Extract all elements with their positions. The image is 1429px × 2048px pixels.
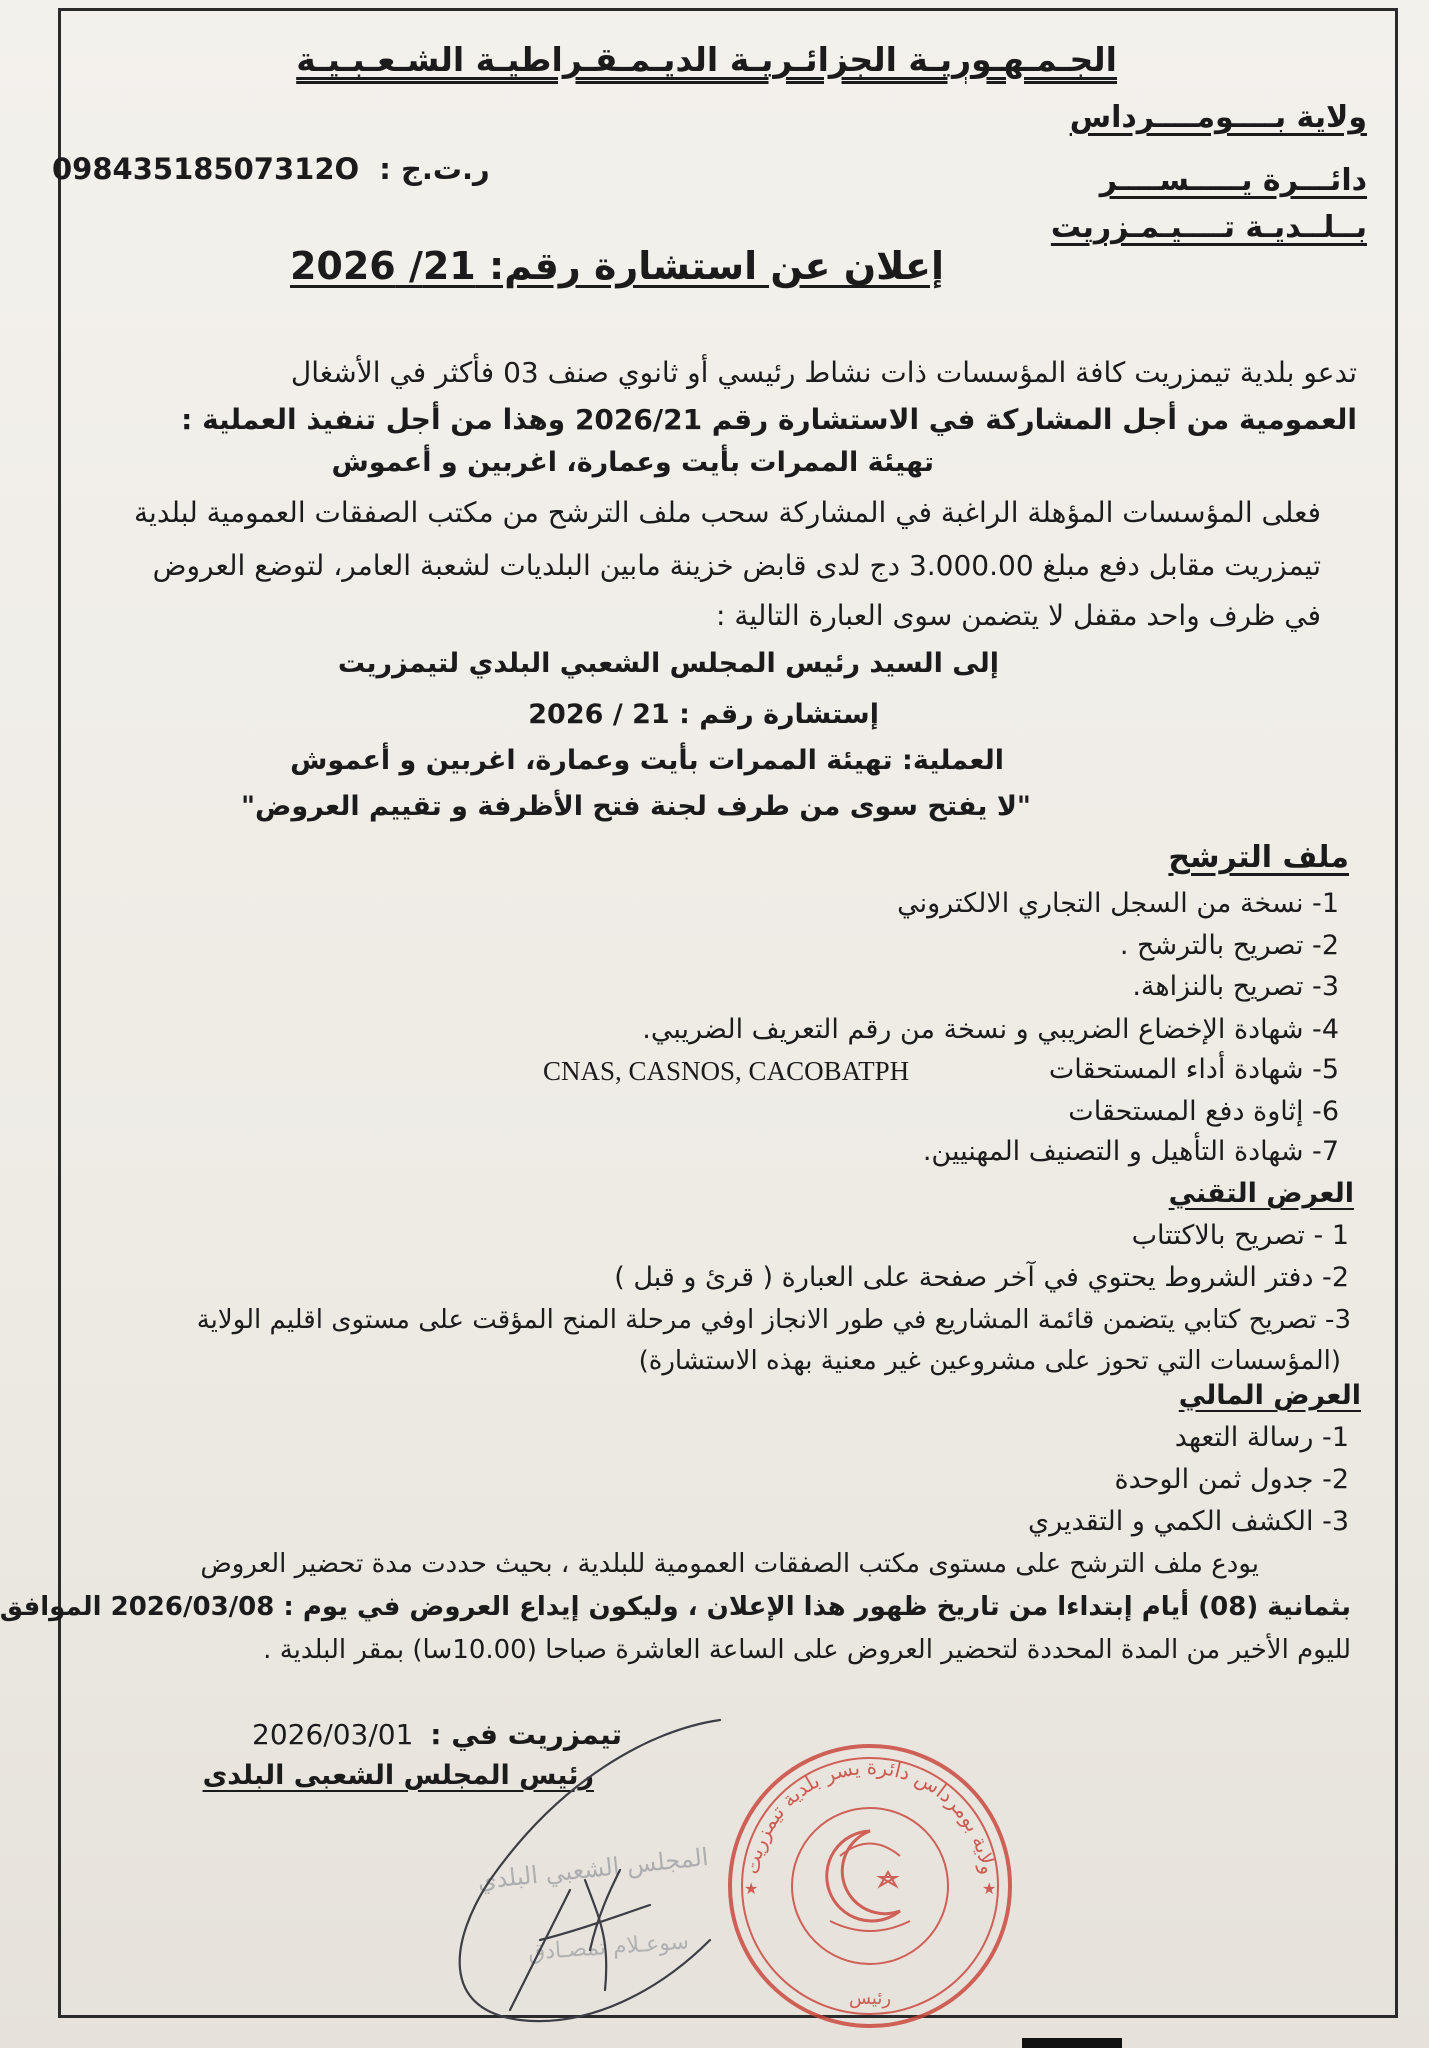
signature-date: 2026/03/01 (252, 1718, 414, 1751)
bottom-edge-bar (1022, 2038, 1122, 2048)
tax-id-label: ر.ت.ج : (379, 152, 490, 186)
candidacy-item-4: 4- شهادة الإخضاع الضريبي و نسخة من رقم التعريف الضريبي. (642, 1014, 1339, 1045)
commune-label: بــلــديـة تــــيـمـزريت (1050, 210, 1367, 245)
tax-id-value: 09843518507312O (52, 152, 360, 186)
republic-header: الجـمـهـوريـة الجزائـريـة الديـمـقـراطيـة الشـعـبـيـة (296, 40, 1117, 79)
intro-line-1 (97, 356, 1357, 389)
intro-line-1-text: تدعو بلدية تيمزريت كافة المؤسسات ذات نشاط رئيسي أو ثانوي صنف 03 فأكثر في الأشغال (290, 356, 1357, 389)
technical-item-3-note: (المؤسسات التي تحوز على مشروعين غير معنية بهذه الاستشارة) (638, 1346, 1341, 1376)
envelope-operation: العملية: تهيئة الممرات بأيت وعمارة، اغربين و أعموش (290, 745, 1004, 776)
candidacy-item-5-orgs: CNAS, CASNOS, CACOBATPH (543, 1056, 910, 1086)
withdrawal-line-3: في ظرف واحد مقفل لا يتضمن سوى العبارة التالية : (716, 599, 1321, 632)
wilaya-label: ولاية بــــومــــرداس (1069, 100, 1367, 135)
candidacy-item-2: 2- تصريح بالترشح . (1119, 930, 1339, 961)
stamp-star-right: ★ (982, 1879, 997, 1898)
tax-id (52, 152, 490, 186)
stamp-star-left: ★ (744, 1879, 759, 1898)
svg-text:ولاية بومرداس دائرة يسر بلدية (739, 1755, 1000, 1876)
technical-item-2: 2- دفتر الشروط يحتوي في آخر صفحة على العبارة ( قرئ و قبل ) (614, 1262, 1349, 1293)
technical-item-3: 3- تصريح كتابي يتضمن قائمة المشاريع في طور الانجاز اوفي مرحلة المنح المؤقت على مستوى اقليم الولاية (196, 1305, 1351, 1335)
signature-place-label: تيمزريت في : (430, 1718, 623, 1751)
official-stamp (720, 1736, 1020, 2036)
envelope-addressee: إلى السيد رئيس المجلس الشعبي البلدي لتيمزريت (337, 648, 999, 679)
deposit-line-2: بثمانية (08) أيام إبتداءا من تاريخ ظهور هذا الإعلان ، وليكون إيداع العروض في يوم : 2026/03/08 الموافق (0, 1592, 1351, 1622)
faded-seal-line-1: المجلس الشعبي البلدي (476, 1842, 710, 1896)
financial-item-2: 2- جدول ثمن الوحدة (1114, 1464, 1349, 1495)
candidacy-item-3: 3- تصريح بالنزاهة. (1132, 971, 1339, 1002)
withdrawal-line-2: تيمزريت مقابل دفع مبلغ 3.000.00 دج لدى قابض خزينة مابين البلديات لشعبة العامر، لتوضع العروض (152, 549, 1321, 582)
financial-item-1: 1- رسالة التعهد (1174, 1422, 1349, 1453)
deposit-line-3: لليوم الأخير من المدة المحددة لتحضير العروض على الساعة العاشرة صباحا (10.00سا) بمقر البلدية . (263, 1635, 1351, 1665)
stamp-bottom-text: رئيس (848, 1988, 892, 2009)
signature-title: رئيس المجلس الشعبى البلدى (202, 1760, 594, 1791)
handwritten-signature (410, 1690, 760, 2040)
candidacy-heading: ملف الترشح (1168, 840, 1349, 875)
candidacy-item-6: 6- إثاوة دفع المستحقات (1068, 1096, 1339, 1127)
candidacy-item-1: 1- نسخة من السجل التجاري الالكتروني (897, 888, 1339, 919)
candidacy-item-7: 7- شهادة التأهيل و التصنيف المهنيين. (922, 1136, 1339, 1167)
intro-line-2: العمومية من أجل المشاركة في الاستشارة رقم 2026/21 وهذا من أجل تنفيذ العملية : (181, 403, 1357, 436)
daira-label: دائـــرة يـــــســــر (1099, 163, 1367, 198)
withdrawal-line-1: فعلى المؤسسات المؤهلة الراغبة في المشاركة سحب ملف الترشح من مكتب الصفقات العمومية لبلدية (134, 496, 1321, 529)
candidacy-item-5: 5- شهادة أداء المستحقات (1048, 1054, 1339, 1085)
stamp-text: ولاية بومرداس دائرة يسر بلدية تيمزريت (739, 1754, 1001, 1877)
envelope-notice: "لا يفتح سوى من طرف لجنة فتح الأظرفة و تقييم العروض" (240, 791, 1031, 822)
faded-seal-line-2: سوعـلام تمصـادق (527, 1929, 690, 1966)
financial-item-3: 3- الكشف الكمي و التقديري (1028, 1506, 1349, 1537)
page-title: إعلان عن استشارة رقم: 21/ 2026 (289, 244, 944, 288)
technical-item-1: 1 - تصريح بالاكتتاب (1131, 1220, 1349, 1251)
financial-heading: العرض المالي (1178, 1380, 1361, 1411)
intro-operation: تهيئة الممرات بأيت وعمارة، اغربين و أعموش (331, 447, 934, 478)
technical-heading: العرض التقني (1168, 1178, 1354, 1209)
envelope-consultation: إستشارة رقم : 21 / 2026 (528, 699, 879, 730)
deposit-line-1: يودع ملف الترشح على مستوى مكتب الصفقات العمومية للبلدية ، بحيث حددت مدة تحضير العروض (200, 1549, 1259, 1579)
